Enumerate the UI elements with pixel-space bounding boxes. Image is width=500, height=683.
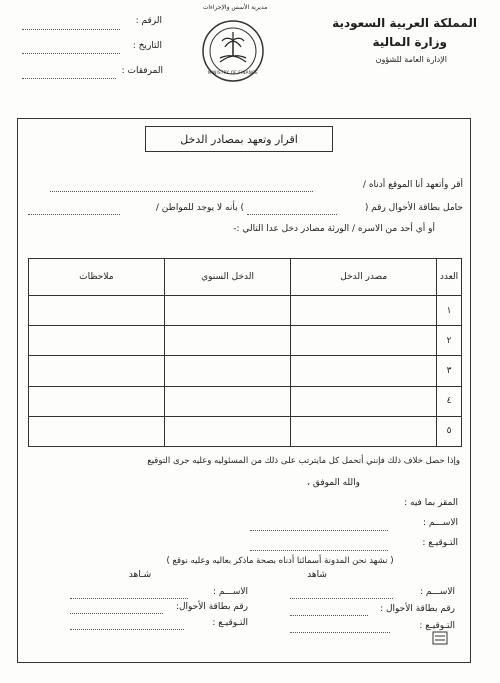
table-header-row bbox=[29, 259, 462, 296]
declarant-label: المقر بما فيه : bbox=[404, 498, 458, 508]
statement-id-blank bbox=[247, 214, 337, 215]
table-row bbox=[29, 326, 462, 356]
declarant-name-label: الاســـم : bbox=[423, 518, 458, 528]
witness-right-signature-line bbox=[290, 632, 390, 633]
witness-right-title: شاهد bbox=[307, 570, 327, 580]
notes-cell[interactable] bbox=[29, 326, 165, 356]
income-source-cell[interactable] bbox=[291, 296, 437, 326]
closing-text: والله الموفق ، bbox=[307, 478, 360, 488]
top-note: مديرية الأسس والإجراءات bbox=[202, 4, 268, 11]
statement-line1-blank bbox=[50, 191, 313, 192]
ref-attachments-line bbox=[22, 78, 116, 79]
annual-income-cell[interactable] bbox=[164, 416, 291, 446]
statement-line1: أقر وأتعهد أنا الموقع أدناه / bbox=[362, 180, 463, 190]
witness-left-name-line bbox=[70, 598, 188, 599]
statement-line2-a: حامل بطاقة الأحوال رقم ( bbox=[364, 203, 463, 213]
witness-left-id-line bbox=[70, 613, 163, 614]
declaration-text: وإذا حصل خلاف ذلك فإنني أتحمل كل مايترتب على ذلك من المسئوليه وعليه جرى التوقيع bbox=[147, 456, 460, 466]
row-number: ٥ bbox=[437, 416, 462, 446]
notes-cell[interactable] bbox=[29, 386, 165, 416]
logo-caption: MINISTRY OF FINANCE bbox=[208, 70, 258, 75]
witness-right-signature-label: التـوقيـع : bbox=[419, 621, 455, 631]
witness-left-id-label: رقم بطاقة الأحوال: bbox=[175, 602, 248, 612]
column-header-income-source: مصدر الدخل bbox=[291, 259, 437, 296]
table-row bbox=[29, 416, 462, 446]
form-title: اقرار وتعهد بمصادر الدخل bbox=[145, 126, 333, 152]
notes-cell[interactable] bbox=[29, 356, 165, 386]
witness-left-signature-label: التـوقيـع : bbox=[212, 618, 248, 628]
ref-attachments-label: المرفقات : bbox=[121, 66, 163, 76]
annual-income-cell[interactable] bbox=[164, 386, 291, 416]
table-row bbox=[29, 356, 462, 386]
income-source-cell[interactable] bbox=[291, 356, 437, 386]
row-number: ٤ bbox=[437, 386, 462, 416]
witness-note: ( نشهد نحن المدونة أسمائنا أدناه بصحة ماذكر بعاليه وعليه نوقع ) bbox=[166, 556, 394, 566]
row-number: ٣ bbox=[437, 356, 462, 386]
ref-date-line bbox=[22, 53, 120, 54]
ref-number-label: الرقم : bbox=[135, 16, 162, 26]
witness-left-signature-line bbox=[70, 629, 184, 630]
declarant-name-line bbox=[250, 530, 388, 531]
statement-line2-b: ) بأنه لا يوجد للمواطن / bbox=[155, 203, 244, 213]
witness-right-name-label: الاســـم : bbox=[420, 587, 455, 597]
table-row bbox=[29, 386, 462, 416]
row-number: ٢ bbox=[437, 326, 462, 356]
income-source-cell[interactable] bbox=[291, 416, 437, 446]
row-number: ١ bbox=[437, 296, 462, 326]
column-header-notes: ملاحظات bbox=[29, 259, 165, 296]
table-row bbox=[29, 296, 462, 326]
org-name-line1: المملكة العربية السعودية bbox=[332, 16, 477, 30]
notes-cell[interactable] bbox=[29, 416, 165, 446]
witness-right-id-line bbox=[290, 615, 368, 616]
declarant-signature-line bbox=[250, 550, 388, 551]
annual-income-cell[interactable] bbox=[164, 326, 291, 356]
column-header-annual-income: الدخل السنوي bbox=[164, 259, 291, 296]
stamp-mark-icon bbox=[432, 630, 448, 644]
witness-left-title: شـاهد bbox=[128, 570, 152, 580]
witness-right-id-label: رقم بطاقة الأحوال : bbox=[380, 604, 455, 614]
statement-citizen-blank bbox=[28, 214, 120, 215]
statement-line3: أو أي أحد من الاسره / الورثة مصادر دخل عدا التالي :- bbox=[233, 224, 435, 234]
income-source-cell[interactable] bbox=[291, 386, 437, 416]
income-sources-table bbox=[28, 258, 462, 447]
income-source-cell[interactable] bbox=[291, 326, 437, 356]
column-header-number: العدد bbox=[437, 259, 462, 296]
org-name-line2: وزارة المالية bbox=[372, 35, 447, 49]
org-name-line3: الإدارة العامة للشؤون bbox=[375, 55, 447, 64]
declarant-signature-label: التـوقيـع : bbox=[422, 538, 458, 548]
witness-right-name-line bbox=[290, 598, 393, 599]
annual-income-cell[interactable] bbox=[164, 296, 291, 326]
ref-date-label: التاريخ : bbox=[132, 41, 162, 51]
ref-number-line bbox=[22, 29, 120, 30]
notes-cell[interactable] bbox=[29, 296, 165, 326]
witness-left-name-label: الاســـم : bbox=[213, 587, 248, 597]
annual-income-cell[interactable] bbox=[164, 356, 291, 386]
